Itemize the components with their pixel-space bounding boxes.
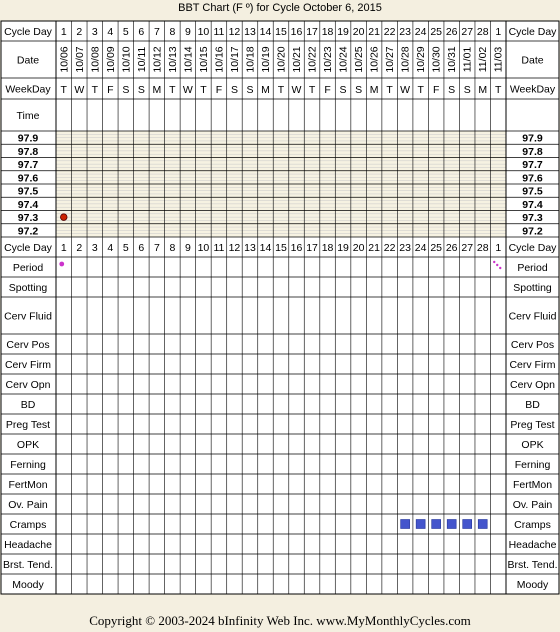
temp-scale-label-left: 97.7 [17,159,39,172]
period-marker [59,262,64,267]
date-label: 10/21 [291,46,304,73]
row-label-fertmon-right: FertMon [512,479,553,491]
row-label-moody-left: Moody [12,579,44,591]
cycle-day-number: 4 [107,26,114,38]
date-row-label-left: Date [16,54,40,67]
cycle-day-number: 2 [76,26,83,38]
cycle-day-number: 12 [228,26,241,38]
date-label: 10/19 [259,46,272,73]
cycle-day-number-lower: 16 [290,242,303,254]
date-label: 10/11 [135,46,148,73]
cycle-day-number: 26 [445,26,458,38]
temp-scale-label-left: 97.6 [17,172,39,185]
cycle-day-number-lower: 7 [153,242,160,254]
cycle-day-number: 21 [368,26,380,38]
date-label: 10/31 [446,46,459,73]
chart-title: BBT Chart (F º) for Cycle October 6, 2015 [178,2,382,14]
temp-scale-label-left: 97.4 [17,198,39,211]
cycle-day-number-lower: 2 [76,242,83,254]
row-label-preg-test-left: Preg Test [5,419,51,431]
row-label-ferning-right: Ferning [514,459,551,471]
date-label: 10/08 [89,46,102,73]
date-label: 10/25 [353,46,366,73]
weekday-label: M [369,84,379,96]
row-label-headache-right: Headache [508,539,557,551]
weekday-label: M [152,84,162,96]
weekday-label: S [339,84,347,96]
weekday-label: S [230,84,238,96]
date-label: 10/14 [182,46,195,73]
cycle-day-number-lower: 25 [430,242,443,254]
weekday-label: W [182,84,193,96]
cycle-day-number-lower: 20 [352,242,365,254]
date-label: 10/23 [322,46,335,73]
row-label-cerv-fluid-left: Cerv Fluid [4,310,52,323]
spotting-marker [493,261,495,263]
weekday-label: T [417,84,424,96]
cycle-day-number: 11 [213,26,225,38]
cycle-day-number-lower: 3 [91,242,98,254]
spotting-marker [496,264,498,266]
date-row-label-right: Date [521,54,544,67]
row-label-opk-right: OPK [521,439,544,451]
date-label: 10/12 [151,46,164,73]
temp-scale-label-left: 97.5 [17,185,39,198]
cramps-marker [463,520,472,529]
weekday-label: M [478,84,488,96]
date-label: 10/30 [430,46,443,73]
cycle-day-number-lower: 23 [399,242,411,254]
date-label: 10/24 [337,46,350,73]
cycle-day-number-lower: 12 [228,242,241,254]
weekday-label: F [215,84,223,96]
row-label-spotting-left: Spotting [8,282,48,294]
cycle-day-number-lower: 19 [337,242,349,254]
cycle-day-number: 17 [306,26,318,38]
temp-scale-label-left: 97.8 [17,145,39,158]
cycle-day-number-lower: 21 [368,242,380,254]
cycle-day-number-lower: 8 [169,242,176,254]
temp-scale-label-right: 97.6 [522,172,543,185]
cycle-day-number: 10 [197,26,210,38]
weekday-label: F [324,84,331,96]
cycle-day-number: 20 [352,26,365,38]
date-label: 10/16 [213,46,226,73]
weekday-row-label-left: WeekDay [5,83,51,96]
cycle-day-number: 24 [414,26,427,38]
cycle-day-number: 16 [290,26,303,38]
row-label-spotting-right: Spotting [513,282,552,294]
cycle-day-number-lower: 5 [122,242,129,254]
cycle-day-number: 23 [399,26,411,38]
cycle-day-number-lower: 6 [138,242,145,254]
weekday-label: W [74,84,85,96]
weekday-row-label-right: WeekDay [509,83,556,96]
weekday-label: S [448,84,456,96]
cycle-day-number: 19 [337,26,349,38]
temperature-point [60,214,67,221]
date-label: 10/28 [399,46,412,73]
row-label-period-left: Period [12,262,44,274]
row-label-cerv-pos-left: Cerv Pos [6,339,50,351]
row-label-cerv-firm-right: Cerv Firm [509,359,556,371]
cycle-day-number-lower: 9 [184,242,191,254]
cycle-day-number-lower: 26 [445,242,458,254]
cycle-day-row-lower-label-left: Cycle Day [4,242,52,254]
cycle-day-number-lower: 4 [107,242,114,254]
date-label: 10/27 [384,46,397,73]
row-label-period-right: Period [517,262,548,274]
weekday-label: S [137,84,145,96]
weekday-label: S [122,84,130,96]
temp-scale-label-right: 97.2 [522,225,543,238]
cycle-day-number-lower: 18 [321,242,334,254]
weekday-label: T [91,84,99,96]
date-label: 11/02 [477,46,490,73]
date-label: 10/07 [73,46,86,73]
date-label: 10/13 [166,46,179,73]
row-label-ov-pain-left: Ov. Pain [8,499,48,511]
temp-scale-label-left: 97.2 [17,225,39,238]
spotting-marker [499,267,501,269]
cycle-day-number-lower: 28 [476,242,489,254]
weekday-label: T [386,84,393,96]
temp-scale-label-left: 97.3 [17,212,39,225]
weekday-label: T [308,84,316,96]
row-label-opk-left: OPK [16,439,40,451]
cycle-day-number: 28 [476,26,489,38]
cycle-day-number-lower: 14 [259,242,272,254]
weekday-label: F [432,84,440,96]
date-label: 10/29 [415,46,428,73]
date-label: 10/22 [306,46,319,73]
date-label: 10/10 [120,46,133,73]
row-label-moody-right: Moody [516,579,549,591]
cycle-day-number-lower: 17 [306,242,318,254]
temp-scale-label-right: 97.7 [522,159,543,172]
cramps-marker [447,520,456,529]
weekday-label: T [495,84,502,96]
cycle-day-number: 1 [495,26,502,38]
weekday-label: F [107,84,114,96]
weekday-label: S [463,84,471,96]
row-label-ferning-left: Ferning [10,459,46,471]
cycle-day-number-lower: 13 [244,242,256,254]
row-label-cerv-pos-right: Cerv Pos [510,339,555,351]
date-label: 10/17 [228,46,241,73]
temp-scale-label-right: 97.9 [522,132,543,145]
cycle-day-row-label-left: Cycle Day [4,26,52,38]
row-label-fertmon-left: FertMon [8,479,48,491]
date-label: 10/06 [58,46,71,73]
weekday-label: T [60,84,67,96]
row-label-bd-left: BD [20,399,36,411]
weekday-label: T [169,84,176,96]
cramps-marker [401,520,410,529]
cycle-day-number: 14 [259,26,272,38]
cycle-day-number: 7 [153,26,160,38]
row-label-cramps-left: Cramps [9,519,47,531]
row-label-cerv-opn-left: Cerv Opn [5,379,51,391]
row-label-cerv-opn-right: Cerv Opn [510,379,555,391]
cycle-day-number-lower: 24 [414,242,427,254]
date-label: 10/26 [368,46,381,73]
temp-scale-label-right: 97.8 [522,145,543,158]
cycle-day-number: 22 [383,26,396,38]
copyright-footer: Copyright © 2003-2024 bInfinity Web Inc. www.MyMonthlyCycles.com [89,613,471,628]
temp-scale-label-right: 97.5 [522,185,543,198]
weekday-label: S [355,84,363,96]
cycle-day-number: 5 [122,26,129,38]
date-label: 10/09 [104,46,117,73]
cycle-day-number-lower: 27 [461,242,474,254]
weekday-label: S [246,84,254,96]
cycle-day-number-lower: 10 [197,242,210,254]
cramps-marker [416,520,425,529]
cycle-day-number: 15 [275,26,287,38]
cycle-day-number: 8 [169,26,176,38]
row-label-cerv-fluid-right: Cerv Fluid [508,310,557,323]
cramps-marker [478,520,487,529]
cycle-day-number: 6 [138,26,145,38]
cycle-day-number: 27 [461,26,474,38]
cycle-day-number: 9 [184,26,191,38]
row-label-brst-tend-right: Brst. Tend. [507,559,558,571]
cycle-day-number: 1 [60,26,67,38]
cycle-day-number-lower: 22 [383,242,396,254]
cycle-day-number-lower: 1 [60,242,67,254]
cycle-day-number-lower: 15 [275,242,287,254]
cycle-day-number-lower: 11 [213,242,225,254]
weekday-label: W [291,84,302,96]
cycle-day-number: 25 [430,26,443,38]
row-label-bd-right: BD [525,399,540,411]
temp-scale-label-right: 97.4 [522,198,543,211]
temp-scale-label-right: 97.3 [522,212,543,225]
row-label-brst-tend-left: Brst. Tend. [3,559,53,571]
date-label: 11/03 [492,46,505,73]
weekday-label: T [200,84,207,96]
time-row-label-left: Time [16,110,40,122]
temp-scale-label-left: 97.9 [17,132,39,145]
date-label: 10/20 [275,46,288,73]
cramps-marker [432,520,441,529]
weekday-label: T [277,84,285,96]
row-label-headache-left: Headache [4,539,52,551]
cycle-day-row-lower-label-right: Cycle Day [508,242,557,254]
cycle-day-number: 3 [91,26,98,38]
date-label: 10/15 [197,46,210,73]
row-label-cramps-right: Cramps [514,519,551,531]
date-label: 10/18 [244,46,257,73]
weekday-label: M [261,84,270,96]
weekday-label: W [400,84,411,96]
row-label-cerv-firm-left: Cerv Firm [4,359,52,371]
cycle-day-number: 18 [321,26,334,38]
row-label-preg-test-right: Preg Test [510,419,555,431]
cycle-day-number: 13 [244,26,256,38]
cycle-day-number-lower: 1 [495,242,502,254]
cycle-day-row-label-right: Cycle Day [508,26,557,38]
date-label: 11/01 [461,46,474,73]
row-label-ov-pain-right: Ov. Pain [512,499,553,511]
